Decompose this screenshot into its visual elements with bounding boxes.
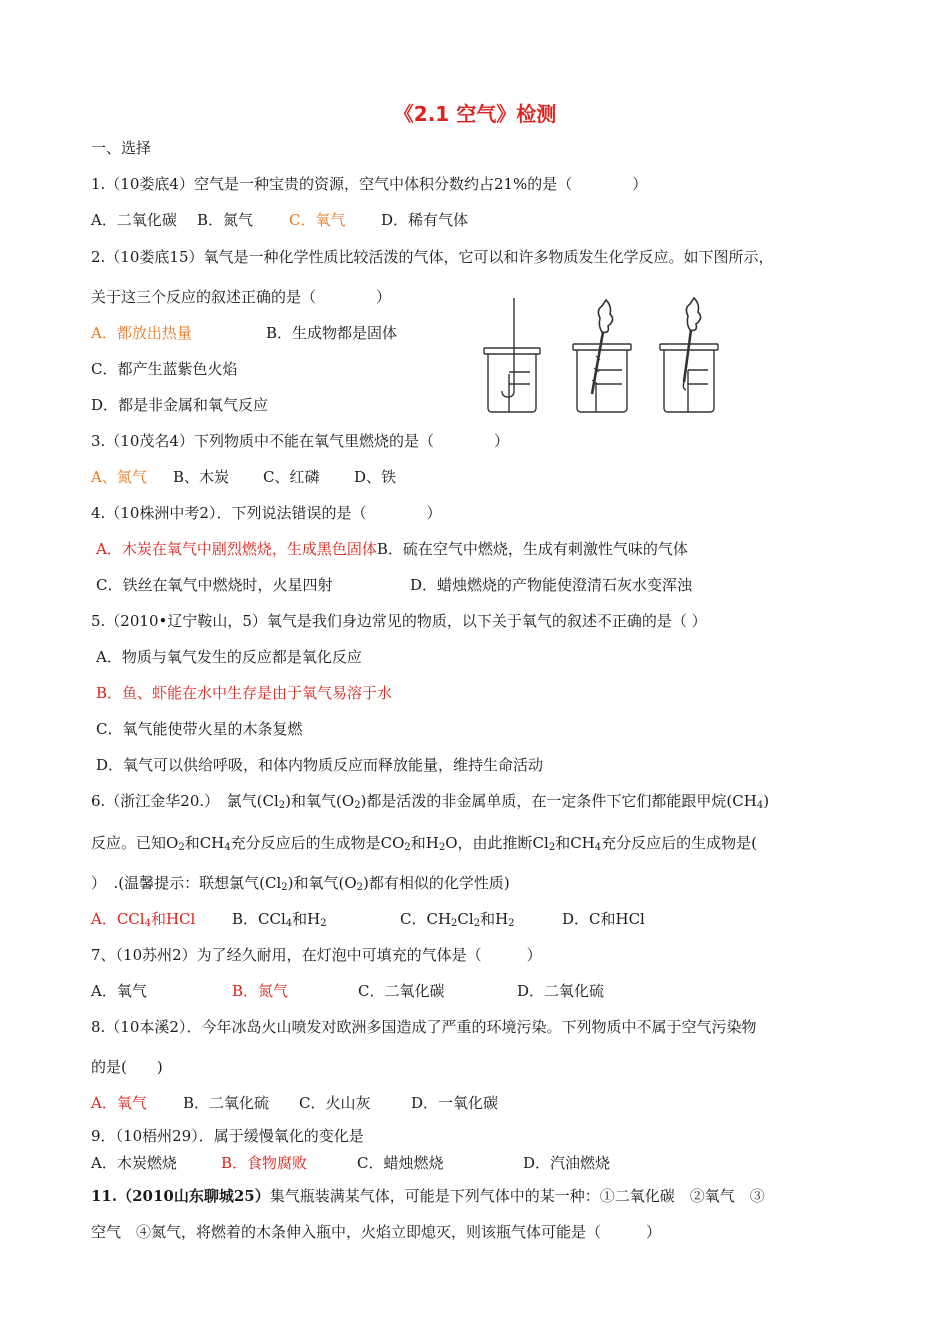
- q4-option-d: D．蜡烛燃烧的产物能使澄清石灰水变浑浊: [410, 576, 693, 594]
- q7-option-a: A．氧气: [91, 982, 147, 1000]
- q6-options: [91, 909, 645, 934]
- q9-option-c: C．蜡烛燃烧: [357, 1154, 444, 1172]
- q2-option-b: B．生成物都是固体: [266, 324, 398, 342]
- q2-option-c: C．都产生蓝紫色火焰: [91, 360, 238, 378]
- q1-options: [91, 210, 468, 230]
- q4-option-b: B．硫在空气中燃烧，生成有刺激性气味的气体: [376, 540, 688, 558]
- q5-option-b: B．鱼、虾能在水中生存是由于氧气易溶于水: [96, 684, 393, 702]
- q6-stem-2: 反应。已知$O_2$和$CH_4$充分反应后的生成物是$CO_2$和$H_2O$，由此推断$Cl_2$和$CH_4$充分反应后的生成物是(: [91, 834, 757, 853]
- q7-option-d: D．二氧化硫: [517, 982, 605, 1000]
- q2-stem-1: 2.（10娄底15）氧气是一种化学性质比较活泼的气体，它可以和许多物质发生化学反应。如下图所示，: [91, 248, 774, 266]
- q4-options-ab: [96, 539, 688, 559]
- q8-option-b: B．二氧化硫: [183, 1094, 270, 1112]
- q6-stem-3: ） .(温馨提示：联想氯气$(Cl_2)$和氧气$(O_2)$都有相似的化学性质): [91, 874, 510, 893]
- q11-source: 11.（2010山东聊城25）: [91, 1187, 270, 1205]
- q9-option-a: A．木炭燃烧: [91, 1154, 177, 1172]
- q11-stem-2: 空气 ④氮气，将燃着的木条伸入瓶中，火焰立即熄灭，则该瓶气体可能是（ ）: [91, 1223, 662, 1241]
- section-heading: 一、选择: [91, 139, 152, 157]
- q5-option-d: D．氧气可以供给呼吸，和体内物质反应而释放能量，维持生命活动: [96, 756, 544, 774]
- page-title: 《2.1 空气》检测: [393, 102, 557, 126]
- q5-option-a: A．物质与氧气发生的反应都是氧化反应: [96, 648, 362, 666]
- q1-option-c: C．氧气: [289, 211, 346, 229]
- q1-option-a: A．二氧化碳: [91, 211, 177, 229]
- q8-option-a: A．氧气: [91, 1094, 147, 1112]
- q3-option-b: B、木炭: [173, 468, 230, 486]
- q3-option-c: C、红磷: [263, 468, 320, 486]
- q3-option-d: D、铁: [354, 468, 397, 486]
- q6-option-d: D．C和HCl: [562, 910, 645, 928]
- gas-jar-2: [573, 300, 631, 412]
- q8-stem-1: 8.（10本溪2）．今年冰岛火山喷发对欧洲多国造成了严重的环境污染。下列物质中不属于空气污染物: [91, 1018, 757, 1036]
- gas-jar-figure: [482, 296, 742, 418]
- q1-option-b: B．氮气: [197, 211, 254, 229]
- q9-option-b: B．食物腐败: [221, 1154, 308, 1172]
- q6-stem-1: 6.（浙江金华20.） 氯气$(Cl_2)$和氧气$(O_2)$都是活泼的非金属单质，在一定条件下它们都能跟甲烷$(CH_4)$: [91, 792, 770, 811]
- q1-option-d: D．稀有气体: [381, 211, 469, 229]
- q9-stem: 9．（10梧州29）．属于缓慢氧化的变化是: [91, 1127, 364, 1145]
- q11-stem-1: 11.（2010山东聊城25）集气瓶装满某气体，可能是下列气体中的某一种：①二氧化碳 ②氧气 ③: [91, 1187, 765, 1205]
- q2-option-a: A．都放出热量: [91, 324, 192, 342]
- q3-options: [91, 467, 396, 487]
- q2-options-ab: [91, 323, 397, 343]
- q5-option-c: C．氧气能使带火星的木条复燃: [96, 720, 303, 738]
- q6-option-b: B．CCl$_4$和$H_2$: [232, 910, 327, 929]
- q9-options: [91, 1153, 610, 1173]
- q7-stem: 7、（10苏州2）为了经久耐用，在灯泡中可填充的气体是（ ）: [91, 946, 542, 964]
- q5-stem: 5.（2010•辽宁鞍山，5）氧气是我们身边常见的物质，以下关于氧气的叙述不正确的是（ ）: [91, 612, 707, 630]
- q9-option-d: D．汽油燃烧: [523, 1154, 611, 1172]
- q6-option-c: C．$CH_2Cl_2$和$H_2$: [400, 910, 515, 929]
- q6-option-a: A．CCl$_4$和HCl: [91, 910, 196, 929]
- q7-options: [91, 981, 604, 1001]
- q8-option-d: D．一氧化碳: [411, 1094, 499, 1112]
- q3-stem: 3.（10茂名4）下列物质中不能在氧气里燃烧的是（ ）: [91, 432, 509, 450]
- q4-option-a: A．木炭在氧气中剧烈燃烧，生成黑色固体: [96, 540, 377, 558]
- q4-stem: 4.（10株洲中考2）．下列说法错误的是（ ）: [91, 504, 442, 522]
- q8-option-c: C．火山灰: [299, 1094, 371, 1112]
- q7-option-b: B．氮气: [232, 982, 289, 1000]
- q1-stem: 1.（10娄底4）空气是一种宝贵的资源，空气中体积分数约占21%的是（ ）: [91, 175, 648, 193]
- q2-stem-2: 关于这三个反应的叙述正确的是（ ）: [91, 288, 392, 306]
- gas-jar-1: [484, 298, 540, 412]
- q3-option-a: A、氮气: [91, 468, 147, 486]
- q8-stem-2: 的是( ): [91, 1058, 163, 1076]
- q2-option-d: D．都是非金属和氧气反应: [91, 396, 269, 414]
- q8-options: [91, 1093, 498, 1113]
- q7-option-c: C．二氧化碳: [358, 982, 445, 1000]
- q4-options-cd: [96, 575, 692, 595]
- q4-option-c: C．铁丝在氧气中燃烧时，火星四射: [96, 576, 333, 594]
- gas-jar-3: [660, 298, 718, 412]
